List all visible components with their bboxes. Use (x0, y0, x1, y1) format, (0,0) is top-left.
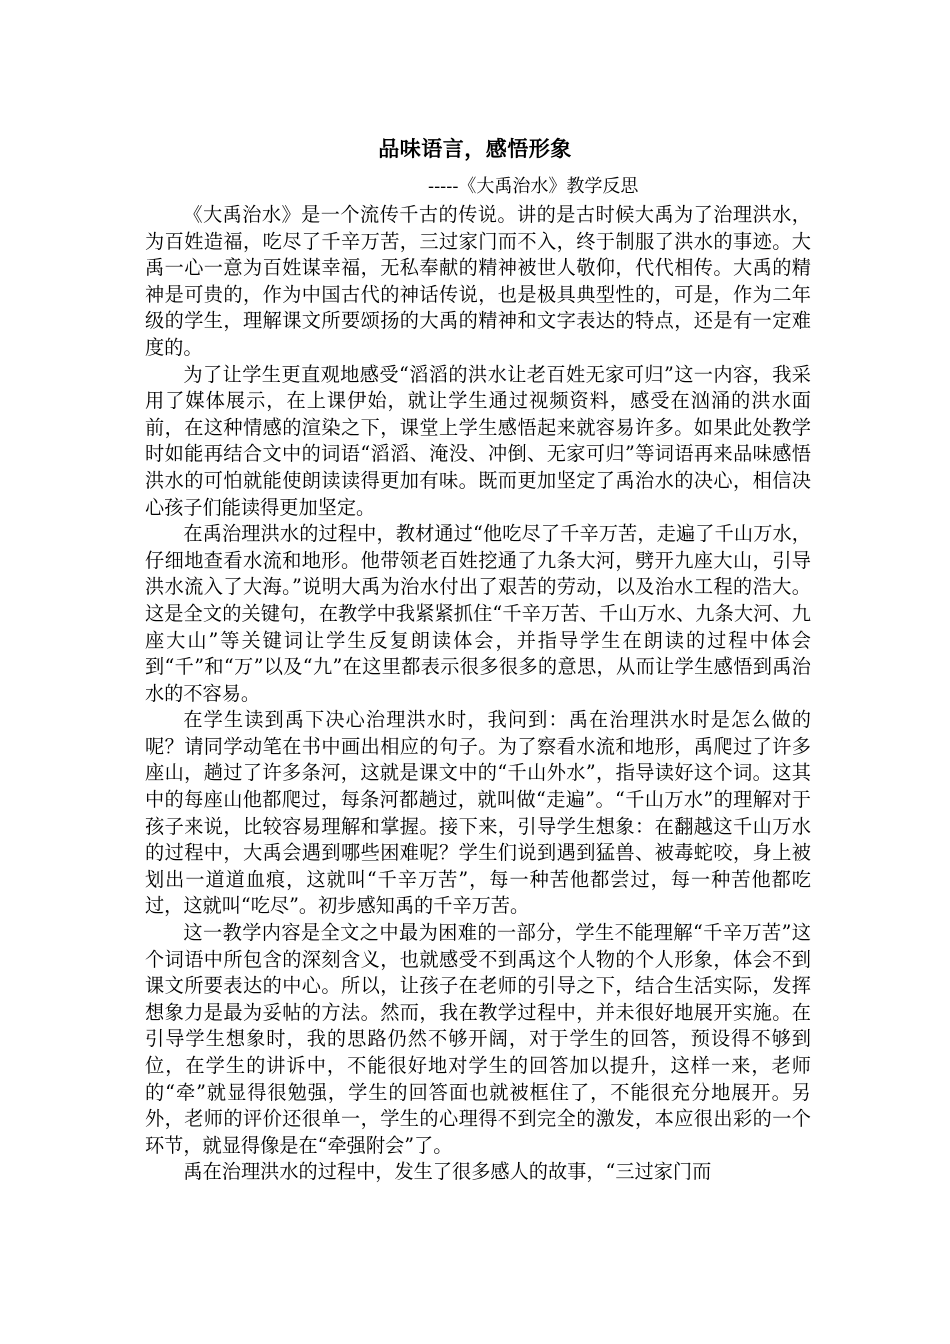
body-paragraph-2: 为了让学生更直观地感受“滔滔的洪水让老百姓无家可归”这一内容，我采用了媒体展示，在上课伊始，就让学生通过视频资料，感受在汹涌的洪水面前，在这种情感的渲染之下，课堂上学生感悟起来就容易许多。如果此处教学时如能再结合文中的词语“滔滔、淹没、冲倒、无家可归”等词语再来品味感悟洪水的可怕就能使朗读读得更加有味。既而更加坚定了禹治水的决心，相信决心孩子们能读得更加坚定。 (145, 362, 811, 519)
document-body (145, 202, 811, 1186)
body-paragraph-3: 在禹治理洪水的过程中，教材通过“他吃尽了千辛万苦，走遍了千山万水，仔细地查看水流和地形。他带领老百姓挖通了九条大河，劈开九座大山，引导洪水流入了大海。”说明大禹为治水付出了艰苦的劳动，以及治水工程的浩大。这是全文的关键句，在教学中我紧紧抓住“千辛万苦、千山万水、九条大河、九座大山”等关键词让学生反复朗读体会，并指导学生在朗读的过程中体会到“千”和“万”以及“九”在这里都表示很多很多的意思，从而让学生感悟到禹治水的不容易。 (145, 522, 811, 705)
body-paragraph-6: 禹在治理洪水的过程中，发生了很多感人的故事，“三过家门而 (183, 1160, 712, 1184)
document-title: 品味语言，感悟形象 (378, 137, 572, 161)
body-paragraph-4: 在学生读到禹下决心治理洪水时，我问到：禹在治理洪水时是怎么做的呢？请同学动笔在书中画出相应的句子。为了察看水流和地形，禹爬过了许多座山，趟过了许多条河，这就是课文中的“千山外水”，指导读好这个词。这其中的每座山他都爬过，每条河都趟过，就叫做“走遍”。“千山万水”的理解对于孩子来说，比较容易理解和掌握。接下来，引导学生想象：在翻越这千山万水的过程中，大禹会遇到哪些困难呢？学生们说到遇到猛兽、被毒蛇咬，身上被划出一道道血痕，这就叫“千辛万苦”，每一种苦他都尝过，每一种苦他都吃过，这就叫“吃尽”。初步感知禹的千辛万苦。 (145, 708, 811, 918)
body-paragraph-5: 这一教学内容是全文之中最为困难的一部分，学生不能理解“千辛万苦”这个词语中所包含的深刻含义，也就感受不到禹这个人物的个人形象，体会不到课文所要表达的中心。所以，让孩子在老师的引导之下，结合生活实际，发挥想象力是最为妥帖的方法。然而，我在教学过程中，并未很好地展开实施。在引导学生想象时，我的思路仍然不够开阔，对于学生的回答，预设得不够到位，在学生的讲诉中，不能很好地对学生的回答加以提升，这样一来，老师的“牵”就显得很勉强，学生的回答面也就被框住了，不能很充分地展开。另外，老师的评价还很单一，学生的心理得不到完全的激发，本应很出彩的一个环节，就显得像是在“牵强附会”了。 (145, 921, 811, 1157)
document-subtitle: -----《大禹治水》教学反思 (428, 176, 639, 197)
body-paragraph-1: 《大禹治水》是一个流传千古的传说。讲的是古时候大禹为了治理洪水，为百姓造福，吃尽了千辛万苦，三过家门而不入，终于制服了洪水的事迹。大禹一心一意为百姓谋幸福，无私奉献的精神被世人敬仰，代代相传。大禹的精神是可贵的，作为中国古代的神话传说，也是极具典型性的，可是，作为二年级的学生，理解课文所要颂扬的大禹的精神和文字表达的特点，还是有一定难度的。 (145, 203, 811, 359)
